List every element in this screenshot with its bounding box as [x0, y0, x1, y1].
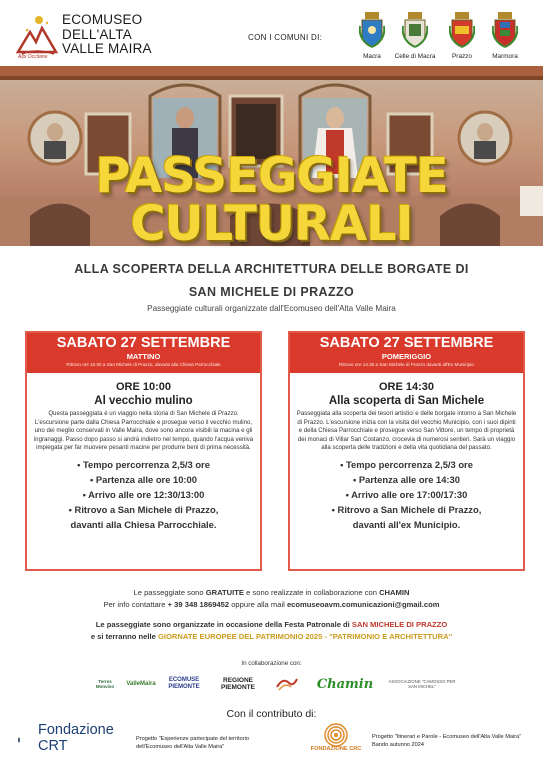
card-time-of-day: POMERIGGIO [381, 352, 432, 361]
contrib-label: Con il contributo di: [226, 708, 317, 720]
card-detail: davanti alla Chiesa Parrocchiale. [70, 518, 217, 530]
fondazione-crc-logo-icon [306, 722, 366, 762]
marmora-crest-icon [492, 12, 518, 48]
card-hour: ORE 14:30 [378, 381, 435, 393]
festa-location: SAN MICHELE DI PRAZZO [351, 620, 448, 629]
card-detail: • Tempo percorrenza 2,5/3 ore [77, 458, 210, 470]
card-description: Passeggiata alla scoperta dei tesori artistici e delle borgate intorno a San Michele di Prazzo. L'escursione inizia con la visita del vecchio Municipio, con i suoi dipinti e della Chiesa Parrocchiale e prosegue verso San Vittore, un tempo di proprietà dei monaci di Villar San Costanzo, crocevia di numerosi sentieri. Sarà un viaggio alla scoperta delle tradizioni e della vita quotidiana del passato. [296, 410, 517, 451]
card-time-of-day: MATTINO [126, 352, 161, 361]
info-contact-line [0, 600, 543, 609]
partner-logo-regione-piemonte: REGIONE PIEMONTE [221, 677, 255, 691]
main-title-line: CULTURALI [130, 196, 413, 252]
comune-label: Marmora [492, 53, 518, 60]
partner-name: CHAMIN [379, 588, 410, 597]
card-title: Al vecchio mulino [94, 395, 193, 407]
comune-label: Macra [363, 53, 381, 60]
card-detail: davanti all'ex Municipio. [352, 518, 461, 530]
main-title-line: PASSEGGIATE [95, 148, 448, 204]
card-details-list [33, 457, 254, 532]
organized-by: Passeggiate culturali organizzate dall'Ecomuseo dell'Alta Valle Maira [147, 304, 396, 313]
prazzo-crest-icon [449, 12, 475, 48]
partner-logo-terres-monviso: Terres Monviso [95, 679, 115, 689]
free-label: GRATUITE [205, 588, 244, 597]
partner-logo-associazione: ASSOCIAZIONE "CAMOSSO PER SAN MICHEL" [388, 679, 456, 689]
event-card-afternoon [288, 331, 525, 571]
info-text: oppure alla mail [229, 600, 287, 609]
event-card-morning [25, 331, 262, 571]
card-header [27, 333, 260, 373]
card-detail: • Partenza alle ore 10:00 [90, 473, 197, 485]
info-text: e sono realizzate in collaborazione con [243, 588, 380, 597]
card-body [27, 381, 260, 532]
celle-di-macra-crest-icon [402, 12, 428, 48]
info-text: Le passeggiate sono [133, 588, 206, 597]
card-detail: • Arrivo alle ore 17:00/17:30 [345, 488, 468, 500]
info-free-line [0, 588, 543, 597]
partner-logo-ecomuse-piemonte: ECOMUSE PIEMONTE [168, 677, 200, 690]
brand-line: VALLE MAIRA [62, 41, 152, 56]
brand-line: ECOMUSEO [62, 12, 143, 27]
card-meeting-point: Ritrovo ore 10.00 a San Michele di Prazzo, davanti alla Chiesa Parrocchiale [66, 362, 221, 367]
card-detail: • Ritrovo a San Michele di Prazzo, [68, 503, 219, 515]
subtitle-line: ALLA SCOPERTA DELLA ARCHITETTURA DELLE BORGATE DI [74, 262, 469, 276]
fondazione-crc-name: FONDAZIONE CRC [310, 746, 362, 752]
fondazione-crt-logo-icon [18, 722, 36, 758]
swirl-icon [275, 675, 299, 693]
card-detail: • Tempo percorrenza 2,5/3 ore [340, 458, 473, 470]
info-text: Per info contattare [103, 600, 168, 609]
brand-name [62, 13, 152, 57]
logo-subtitle: Alpi Occitane [18, 54, 48, 60]
brand-line: DELL'ALTA [62, 26, 132, 42]
info-giornate-line [0, 632, 543, 641]
partner-logo-vallemaira: ValleMaira [126, 681, 156, 687]
collab-label: In collaborazione con: [241, 660, 302, 667]
header [0, 0, 543, 66]
phone-link[interactable]: + 39 348 1869452 [167, 600, 230, 609]
card-detail: • Arrivo alle ore 12:30/13:00 [82, 488, 205, 500]
card-meeting-point: Ritrovo ore 14.30 a San Michele di Prazzo davanti all'Ex Municipio [339, 362, 474, 367]
crt-line: CRT [38, 738, 68, 754]
subtitle-line: SAN MICHELE DI PRAZZO [188, 285, 355, 299]
card-body [290, 381, 523, 532]
project-crt-description: Progetto "Esperienze partecipate del territorio dell'Ecomuseo dell'Alta Valle Maira" [136, 736, 249, 750]
macra-crest-icon [359, 12, 385, 48]
comune-label: Celle di Macra [394, 53, 436, 60]
card-detail: • Partenza alle ore 14:30 [353, 473, 460, 485]
comuni-label: CON I COMUNI DI: [248, 33, 323, 42]
card-details-list [296, 457, 517, 532]
card-date: SABATO 27 SETTEMBRE [319, 335, 494, 351]
partner-logo-swirl-icon [274, 672, 300, 696]
comune-label: Prazzo [452, 53, 472, 60]
partner-logo-chamin: Chamin [316, 676, 374, 692]
card-detail: • Ritrovo a San Michele di Prazzo, [331, 503, 482, 515]
giornate-europee-label: GIORNATE EUROPEE DEL PATRIMONIO 2025 - "PATRIMONIO E ARCHITETTURA" [157, 632, 453, 641]
crt-line: Fondazione [38, 722, 114, 738]
card-description: Questa passeggiata è un viaggio nella storia di San Michele di Prazzo. L'escursione parte dalla Chiesa Parrocchiale e prosegue verso il vecchio mulino, uno dei meglio conservati in Valle Maira, dove sono ancora visibili la macina e gli ingranaggi. Passo dopo passo si andrà indietro nel tempo, quando l'acqua veniva impiegata per far muovere pesanti macine per produrre beni di prima necessità. [33, 410, 254, 451]
fondazione-crt-name [38, 722, 114, 754]
card-header [290, 333, 523, 373]
info-text: e si terranno nelle [90, 632, 158, 641]
card-title: Alla scoperta di San Michele [328, 395, 485, 407]
info-festa-line [0, 620, 543, 629]
card-hour: ORE 10:00 [115, 381, 172, 393]
project-crc-description: Progetto "Itinerari e Parole - Ecomuseo dell'Alta Valle Maira" Bando autunno 2024 [372, 734, 522, 748]
email-link[interactable]: ecomuseoavm.comunicazioni@gmail.com [286, 600, 440, 609]
card-date: SABATO 27 SETTEMBRE [56, 335, 231, 351]
info-text: Le passeggiate sono organizzate in occasione della Festa Patronale di [95, 620, 352, 629]
